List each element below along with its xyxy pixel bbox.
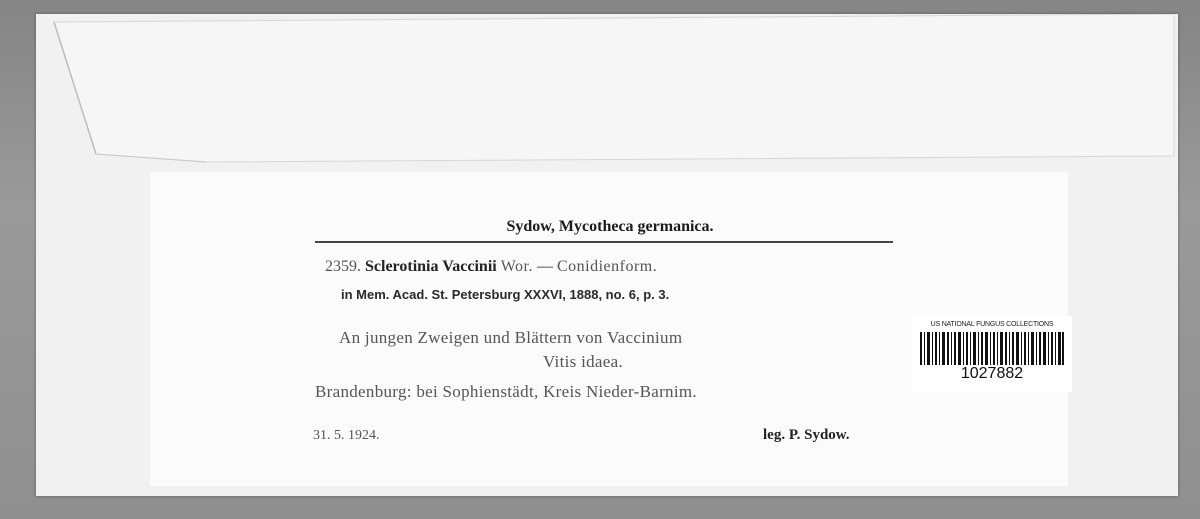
habitat-line-1: An jungen Zweigen und Blättern von Vaccinium	[339, 328, 683, 347]
taxon-line	[325, 258, 905, 276]
citation-line: in Mem. Acad. St. Petersburg XXXVI, 1888, no. 6, p. 3.	[341, 287, 670, 302]
exsiccata-number: 2359.	[325, 258, 361, 275]
barcode-number: 1027882	[960, 365, 1024, 382]
taxon-name: Sclerotinia Vaccinii	[365, 258, 497, 275]
barcode-bars	[920, 332, 1064, 365]
locality-line: Brandenburg: bei Sophienstädt, Kreis Nieder-Barnim.	[315, 382, 697, 401]
taxon-author: Wor.	[500, 258, 533, 275]
title-rule	[315, 241, 893, 243]
exsiccata-title: Sydow, Mycotheca germanica.	[506, 218, 714, 235]
habitat-line-2: Vitis idaea.	[543, 352, 624, 371]
taxon-dash: —	[536, 258, 553, 275]
collection-date: 31. 5. 1924.	[313, 428, 380, 443]
collector: leg. P. Sydow.	[763, 427, 850, 443]
barcode-institution: US NATIONAL FUNGUS COLLECTIONS	[930, 321, 1054, 328]
taxon-form: Conidienform.	[556, 258, 658, 275]
label-content	[315, 172, 905, 486]
barcode-sticker	[912, 316, 1072, 392]
